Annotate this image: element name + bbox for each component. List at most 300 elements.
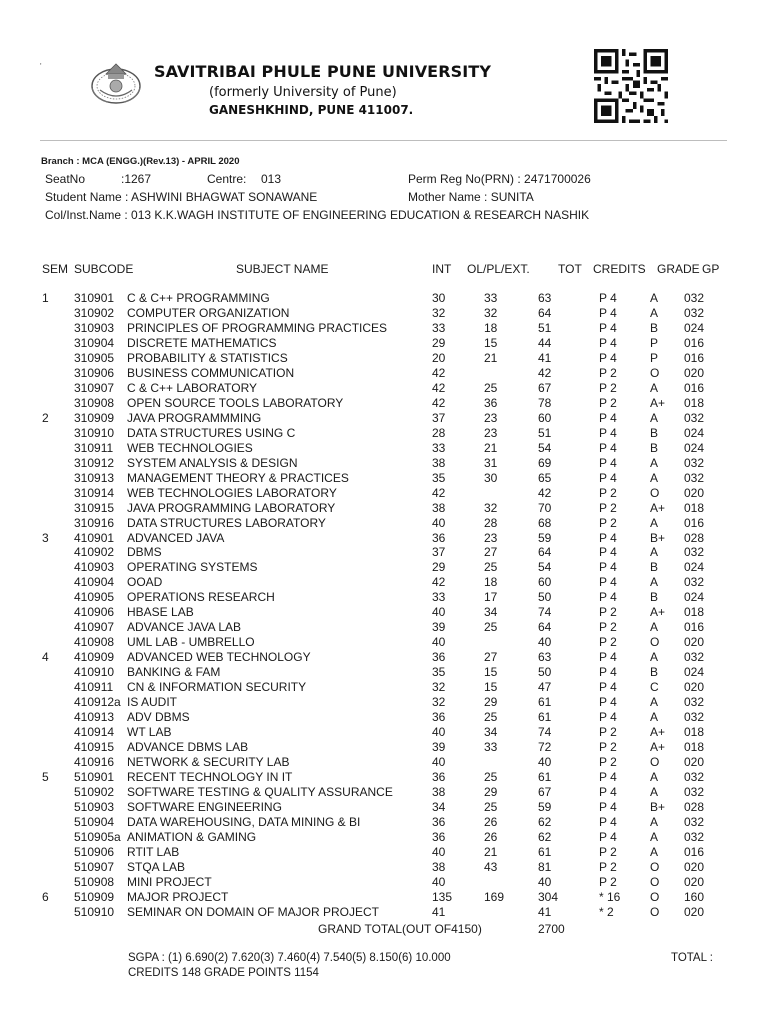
seat-value: :1267 xyxy=(121,172,152,186)
grade-cell: B xyxy=(650,425,659,440)
grade-points-cell: 024 xyxy=(684,590,705,605)
total-marks-cell: 40 xyxy=(538,874,552,889)
subject-name-cell: JAVA PROGRAMMMING xyxy=(127,410,262,425)
header-gp: GP xyxy=(702,262,720,276)
table-row xyxy=(0,575,768,590)
header-tot: TOT xyxy=(558,262,582,276)
ext-marks-cell: 25 xyxy=(484,560,498,575)
subcode-cell: 410903 xyxy=(74,560,115,575)
header-grade: GRADE xyxy=(657,262,700,276)
grade-cell: A xyxy=(650,620,659,635)
ext-marks-cell: 18 xyxy=(484,320,498,335)
ext-marks-cell: 29 xyxy=(484,695,498,710)
grade-cell: O xyxy=(650,904,660,919)
subcode-cell: 310907 xyxy=(74,380,115,395)
total-marks-cell: 41 xyxy=(538,350,552,365)
grade-points-cell: 032 xyxy=(684,291,705,305)
grade-points-cell: 016 xyxy=(684,515,705,530)
int-marks-cell: 30 xyxy=(432,291,446,305)
college-name: Col/Inst.Name : 013 K.K.WAGH INSTITUTE OF ENGINEERING EDUCATION & RESEARCH NASHIK xyxy=(45,208,590,222)
subcode-cell: 310913 xyxy=(74,470,115,485)
table-row xyxy=(0,471,768,486)
grade-cell: B+ xyxy=(650,530,666,545)
branch-line: Branch : MCA (ENGG.)(Rev.13) - APRIL 2020 xyxy=(41,156,240,167)
total-marks-cell: 44 xyxy=(538,335,552,350)
grand-total-label: GRAND TOTAL(OUT OF4150) xyxy=(318,922,482,936)
credits-cell: P 2 xyxy=(599,365,617,380)
sem-cell: 6 xyxy=(42,889,49,904)
grade-points-cell: 028 xyxy=(684,799,705,814)
subject-name-cell: C & C++ LABORATORY xyxy=(127,380,258,395)
subject-name-cell: DISCRETE MATHEMATICS xyxy=(127,335,277,350)
grade-points-cell: 016 xyxy=(684,335,705,350)
subject-name-cell: OOAD xyxy=(127,575,163,590)
credits-cell: P 4 xyxy=(599,710,617,725)
grade-cell: O xyxy=(650,889,660,904)
subject-name-cell: NETWORK & SECURITY LAB xyxy=(127,755,290,770)
credits-cell: P 2 xyxy=(599,605,617,620)
total-marks-cell: 63 xyxy=(538,291,552,305)
subcode-cell: 310914 xyxy=(74,485,115,500)
table-row xyxy=(0,486,768,501)
table-row xyxy=(0,336,768,351)
grade-points-cell: 032 xyxy=(684,470,705,485)
total-marks-cell: 72 xyxy=(538,740,552,755)
centre-value: 013 xyxy=(261,172,282,186)
university-header xyxy=(154,62,514,117)
subject-table xyxy=(0,291,768,920)
ext-marks-cell: 36 xyxy=(484,395,498,410)
total-marks-cell: 54 xyxy=(538,560,552,575)
table-row xyxy=(0,545,768,560)
subcode-cell: 410910 xyxy=(74,665,115,680)
subject-name-cell: RECENT TECHNOLOGY IN IT xyxy=(127,770,293,784)
grade-points-cell: 018 xyxy=(684,500,705,515)
grade-cell: B xyxy=(650,320,659,335)
subject-name-cell: BUSINESS COMMUNICATION xyxy=(127,365,295,380)
subcode-cell: 410916 xyxy=(74,755,115,770)
ext-marks-cell: 25 xyxy=(484,770,498,784)
header-divider xyxy=(40,140,727,141)
grade-points-cell: 028 xyxy=(684,530,705,545)
table-row xyxy=(0,605,768,620)
int-marks-cell: 42 xyxy=(432,395,446,410)
credits-cell: * 2 xyxy=(599,904,614,919)
ext-marks-cell: 26 xyxy=(484,814,498,829)
subcode-cell: 310908 xyxy=(74,395,115,410)
ext-marks-cell: 15 xyxy=(484,665,498,680)
grade-points-cell: 020 xyxy=(684,365,705,380)
grade-cell: A xyxy=(650,784,659,799)
grade-cell: A xyxy=(650,545,659,560)
grade-points-cell: 032 xyxy=(684,455,705,470)
subcode-cell: 410912a xyxy=(74,695,121,710)
student-name: Student Name : ASHWINI BHAGWAT SONAWANE xyxy=(45,190,318,204)
header-sem: SEM xyxy=(42,262,69,276)
subcode-cell: 410911 xyxy=(74,680,114,695)
int-marks-cell: 36 xyxy=(432,710,446,725)
header-int: INT xyxy=(432,262,452,276)
subject-name-cell: WT LAB xyxy=(127,725,172,740)
credits-cell: P 2 xyxy=(599,635,617,650)
table-row xyxy=(0,875,768,890)
grade-cell: A xyxy=(650,380,659,395)
grade-points-cell: 018 xyxy=(684,725,705,740)
grade-points-cell: 032 xyxy=(684,770,705,784)
int-marks-cell: 28 xyxy=(432,425,446,440)
total-marks-cell: 50 xyxy=(538,665,552,680)
int-marks-cell: 36 xyxy=(432,814,446,829)
grade-points-cell: 032 xyxy=(684,695,705,710)
int-marks-cell: 40 xyxy=(432,515,446,530)
grade-points-cell: 020 xyxy=(684,859,705,874)
grade-points-cell: 020 xyxy=(684,485,705,500)
credits-cell: P 4 xyxy=(599,770,617,784)
grade-points-cell: 032 xyxy=(684,784,705,799)
header-subcode: SUBCODE xyxy=(74,262,134,276)
int-marks-cell: 33 xyxy=(432,440,446,455)
subject-name-cell: OPEN SOURCE TOOLS LABORATORY xyxy=(127,395,344,410)
subcode-cell: 310912 xyxy=(74,455,115,470)
table-row xyxy=(0,860,768,875)
int-marks-cell: 20 xyxy=(432,350,446,365)
grade-cell: B xyxy=(650,665,659,680)
subcode-cell: 510905a xyxy=(74,829,121,844)
credits-cell: P 2 xyxy=(599,620,617,635)
int-marks-cell: 135 xyxy=(432,889,453,904)
ext-marks-cell: 21 xyxy=(484,440,498,455)
stray-mark: ' xyxy=(40,62,42,71)
total-marks-cell: 42 xyxy=(538,485,552,500)
total-marks-cell: 304 xyxy=(538,889,559,904)
credits-cell: P 2 xyxy=(599,725,617,740)
credits-cell: P 4 xyxy=(599,425,617,440)
grade-cell: A xyxy=(650,305,659,320)
credits-cell: P 4 xyxy=(599,695,617,710)
subcode-cell: 310911 xyxy=(74,440,114,455)
grade-points-cell: 032 xyxy=(684,305,705,320)
subject-name-cell: SYSTEM ANALYSIS & DESIGN xyxy=(127,455,298,470)
table-row xyxy=(0,635,768,650)
credits-cell: P 2 xyxy=(599,515,617,530)
table-row xyxy=(0,501,768,516)
total-marks-cell: 59 xyxy=(538,530,552,545)
credits-line: CREDITS 148 GRADE POINTS 1154 xyxy=(128,967,319,979)
subcode-cell: 410905 xyxy=(74,590,115,605)
grade-cell: O xyxy=(650,755,660,770)
total-marks-cell: 70 xyxy=(538,500,552,515)
int-marks-cell: 32 xyxy=(432,695,446,710)
subject-name-cell: SOFTWARE ENGINEERING xyxy=(127,799,282,814)
subject-name-cell: DATA WAREHOUSING, DATA MINING & BI xyxy=(127,814,361,829)
prn-line: Perm Reg No(PRN) : 2471700026 xyxy=(408,172,591,186)
grade-cell: B+ xyxy=(650,799,666,814)
int-marks-cell: 38 xyxy=(432,784,446,799)
subject-name-cell: COMPUTER ORGANIZATION xyxy=(127,305,290,320)
ext-marks-cell: 15 xyxy=(484,680,498,695)
subject-name-cell: MANAGEMENT THEORY & PRACTICES xyxy=(127,470,349,485)
subcode-cell: 310916 xyxy=(74,515,115,530)
table-row xyxy=(0,815,768,830)
grade-points-cell: 020 xyxy=(684,755,705,770)
subcode-cell: 410908 xyxy=(74,635,115,650)
grade-cell: A+ xyxy=(650,725,666,740)
table-row xyxy=(0,396,768,411)
subcode-cell: 410907 xyxy=(74,620,115,635)
grade-points-cell: 032 xyxy=(684,814,705,829)
subject-name-cell: RTIT LAB xyxy=(127,844,180,859)
ext-marks-cell: 25 xyxy=(484,620,498,635)
credits-cell: P 4 xyxy=(599,455,617,470)
ext-marks-cell: 43 xyxy=(484,859,498,874)
grade-cell: A xyxy=(650,710,659,725)
int-marks-cell: 36 xyxy=(432,530,446,545)
subcode-cell: 310906 xyxy=(74,365,115,380)
table-row xyxy=(0,710,768,725)
credits-cell: P 4 xyxy=(599,440,617,455)
total-marks-cell: 59 xyxy=(538,799,552,814)
subject-name-cell: UML LAB - UMBRELLO xyxy=(127,635,255,650)
credits-cell: P 4 xyxy=(599,814,617,829)
grade-cell: A+ xyxy=(650,500,666,515)
table-row xyxy=(0,620,768,635)
credits-cell: P 4 xyxy=(599,350,617,365)
grade-points-cell: 020 xyxy=(684,904,705,919)
table-row xyxy=(0,770,768,785)
grade-cell: A xyxy=(650,770,659,784)
subject-name-cell: PROBABILITY & STATISTICS xyxy=(127,350,288,365)
table-row xyxy=(0,755,768,770)
subcode-cell: 310904 xyxy=(74,335,115,350)
total-marks-cell: 74 xyxy=(538,605,552,620)
grade-cell: A xyxy=(650,814,659,829)
subject-name-cell: JAVA PROGRAMMING LABORATORY xyxy=(127,500,336,515)
grade-points-cell: 032 xyxy=(684,545,705,560)
ext-marks-cell: 23 xyxy=(484,425,498,440)
subject-name-cell: HBASE LAB xyxy=(127,605,194,620)
university-address: GANESHKHIND, PUNE 411007. xyxy=(209,103,414,117)
subject-name-cell: OPERATIONS RESEARCH xyxy=(127,590,275,605)
credits-cell: P 4 xyxy=(599,545,617,560)
table-row xyxy=(0,351,768,366)
grade-points-cell: 024 xyxy=(684,320,705,335)
int-marks-cell: 32 xyxy=(432,305,446,320)
table-row xyxy=(0,800,768,815)
credits-cell: P 4 xyxy=(599,650,617,665)
subcode-cell: 510904 xyxy=(74,814,115,829)
university-name: SAVITRIBAI PHULE PUNE UNIVERSITY xyxy=(154,62,492,81)
grade-points-cell: 018 xyxy=(684,605,705,620)
grade-cell: C xyxy=(650,680,659,695)
ext-marks-cell: 32 xyxy=(484,305,498,320)
subcode-cell: 410902 xyxy=(74,545,115,560)
subcode-cell: 410901 xyxy=(74,530,115,545)
ext-marks-cell: 27 xyxy=(484,545,498,560)
subject-name-cell: ADVANCE DBMS LAB xyxy=(127,740,249,755)
grade-cell: A xyxy=(650,410,659,425)
credits-cell: P 4 xyxy=(599,305,617,320)
ext-marks-cell: 18 xyxy=(484,575,498,590)
ext-marks-cell: 32 xyxy=(484,500,498,515)
table-row xyxy=(0,890,768,905)
int-marks-cell: 36 xyxy=(432,650,446,665)
subject-name-cell: CN & INFORMATION SECURITY xyxy=(127,680,307,695)
int-marks-cell: 39 xyxy=(432,620,446,635)
table-row xyxy=(0,905,768,920)
total-marks-cell: 61 xyxy=(538,844,552,859)
ext-marks-cell: 25 xyxy=(484,799,498,814)
grade-cell: A+ xyxy=(650,395,666,410)
subcode-cell: 410904 xyxy=(74,575,115,590)
grade-cell: O xyxy=(650,635,660,650)
total-marks-cell: 67 xyxy=(538,380,552,395)
sem-cell: 1 xyxy=(42,291,49,305)
int-marks-cell: 33 xyxy=(432,590,446,605)
ext-marks-cell: 31 xyxy=(484,455,498,470)
subject-name-cell: WEB TECHNOLOGIES LABORATORY xyxy=(127,485,337,500)
total-marks-cell: 64 xyxy=(538,545,552,560)
subject-name-cell: ADV DBMS xyxy=(127,710,190,725)
table-row xyxy=(0,695,768,710)
grand-total-value: 2700 xyxy=(538,922,565,936)
ext-marks-cell: 34 xyxy=(484,605,498,620)
total-marks-cell: 64 xyxy=(538,620,552,635)
grade-points-cell: 016 xyxy=(684,380,705,395)
table-row xyxy=(0,740,768,755)
grade-cell: P xyxy=(650,335,659,350)
total-marks-cell: 40 xyxy=(538,635,552,650)
subject-name-cell: STQA LAB xyxy=(127,859,186,874)
total-marks-cell: 50 xyxy=(538,590,552,605)
subject-name-cell: ADVANCED JAVA xyxy=(127,530,225,545)
credits-cell: P 4 xyxy=(599,784,617,799)
subcode-cell: 310902 xyxy=(74,305,115,320)
table-row xyxy=(0,426,768,441)
int-marks-cell: 35 xyxy=(432,665,446,680)
credits-cell: P 2 xyxy=(599,874,617,889)
int-marks-cell: 32 xyxy=(432,680,446,695)
total-marks-cell: 81 xyxy=(538,859,552,874)
table-row xyxy=(0,680,768,695)
grade-cell: A xyxy=(650,575,659,590)
credits-cell: P 2 xyxy=(599,380,617,395)
table-row xyxy=(0,845,768,860)
subcode-cell: 310903 xyxy=(74,320,115,335)
credits-cell: P 2 xyxy=(599,740,617,755)
grade-cell: B xyxy=(650,560,659,575)
subject-name-cell: SEMINAR ON DOMAIN OF MAJOR PROJECT xyxy=(127,904,380,919)
ext-marks-cell: 23 xyxy=(484,530,498,545)
grade-points-cell: 024 xyxy=(684,440,705,455)
grade-points-cell: 020 xyxy=(684,635,705,650)
int-marks-cell: 35 xyxy=(432,470,446,485)
subcode-cell: 510908 xyxy=(74,874,115,889)
total-marks-cell: 41 xyxy=(538,904,552,919)
grade-points-cell: 032 xyxy=(684,710,705,725)
total-label: TOTAL : xyxy=(671,952,713,964)
total-marks-cell: 61 xyxy=(538,695,552,710)
credits-cell: P 4 xyxy=(599,799,617,814)
grade-points-cell: 016 xyxy=(684,844,705,859)
total-marks-cell: 60 xyxy=(538,575,552,590)
grade-points-cell: 018 xyxy=(684,395,705,410)
int-marks-cell: 29 xyxy=(432,560,446,575)
subject-name-cell: C & C++ PROGRAMMING xyxy=(127,291,270,305)
credits-cell: P 4 xyxy=(599,530,617,545)
grade-points-cell: 032 xyxy=(684,410,705,425)
grade-points-cell: 024 xyxy=(684,665,705,680)
sgpa-line: SGPA : (1) 6.690(2) 7.620(3) 7.460(4) 7.540(5) 8.150(6) 10.000 xyxy=(128,952,451,964)
credits-cell: P 2 xyxy=(599,755,617,770)
credits-cell: P 2 xyxy=(599,485,617,500)
qr-code-icon xyxy=(589,49,673,123)
credits-cell: P 2 xyxy=(599,844,617,859)
mother-name: Mother Name : SUNITA xyxy=(408,190,534,204)
credits-cell: P 4 xyxy=(599,470,617,485)
subject-name-cell: MINI PROJECT xyxy=(127,874,212,889)
total-marks-cell: 54 xyxy=(538,440,552,455)
grade-points-cell: 016 xyxy=(684,350,705,365)
table-row xyxy=(0,441,768,456)
subcode-cell: 410915 xyxy=(74,740,115,755)
table-row xyxy=(0,665,768,680)
total-marks-cell: 47 xyxy=(538,680,552,695)
grade-cell: O xyxy=(650,859,660,874)
credits-cell: P 4 xyxy=(599,335,617,350)
grade-cell: A+ xyxy=(650,605,666,620)
ext-marks-cell: 33 xyxy=(484,291,498,305)
table-row xyxy=(0,590,768,605)
subject-name-cell: DATA STRUCTURES LABORATORY xyxy=(127,515,326,530)
subcode-cell: 310901 xyxy=(74,291,115,305)
grade-cell: A xyxy=(650,829,659,844)
grade-points-cell: 032 xyxy=(684,575,705,590)
subcode-cell: 510906 xyxy=(74,844,115,859)
int-marks-cell: 33 xyxy=(432,320,446,335)
ext-marks-cell: 33 xyxy=(484,740,498,755)
int-marks-cell: 38 xyxy=(432,859,446,874)
subcode-cell: 310910 xyxy=(74,425,115,440)
header-credits: CREDITS xyxy=(593,262,646,276)
credits-cell: P 4 xyxy=(599,320,617,335)
subject-name-cell: IS AUDIT xyxy=(127,695,178,710)
grade-cell: A xyxy=(650,455,659,470)
subcode-cell: 310905 xyxy=(74,350,115,365)
subcode-cell: 510910 xyxy=(74,904,115,919)
grade-cell: A xyxy=(650,515,659,530)
subcode-cell: 310915 xyxy=(74,500,115,515)
credits-cell: P 4 xyxy=(599,291,617,305)
ext-marks-cell: 26 xyxy=(484,829,498,844)
grade-cell: O xyxy=(650,365,660,380)
sem-cell: 5 xyxy=(42,770,49,784)
credits-cell: P 4 xyxy=(599,829,617,844)
grade-cell: A+ xyxy=(650,740,666,755)
table-row xyxy=(0,291,768,306)
grade-points-cell: 016 xyxy=(684,620,705,635)
sem-cell: 4 xyxy=(42,650,49,665)
subcode-cell: 310909 xyxy=(74,410,115,425)
total-marks-cell: 63 xyxy=(538,650,552,665)
int-marks-cell: 42 xyxy=(432,380,446,395)
grade-points-cell: 032 xyxy=(684,650,705,665)
table-row xyxy=(0,785,768,800)
int-marks-cell: 34 xyxy=(432,799,446,814)
table-row xyxy=(0,725,768,740)
subcode-cell: 410909 xyxy=(74,650,115,665)
int-marks-cell: 36 xyxy=(432,829,446,844)
int-marks-cell: 41 xyxy=(432,904,446,919)
